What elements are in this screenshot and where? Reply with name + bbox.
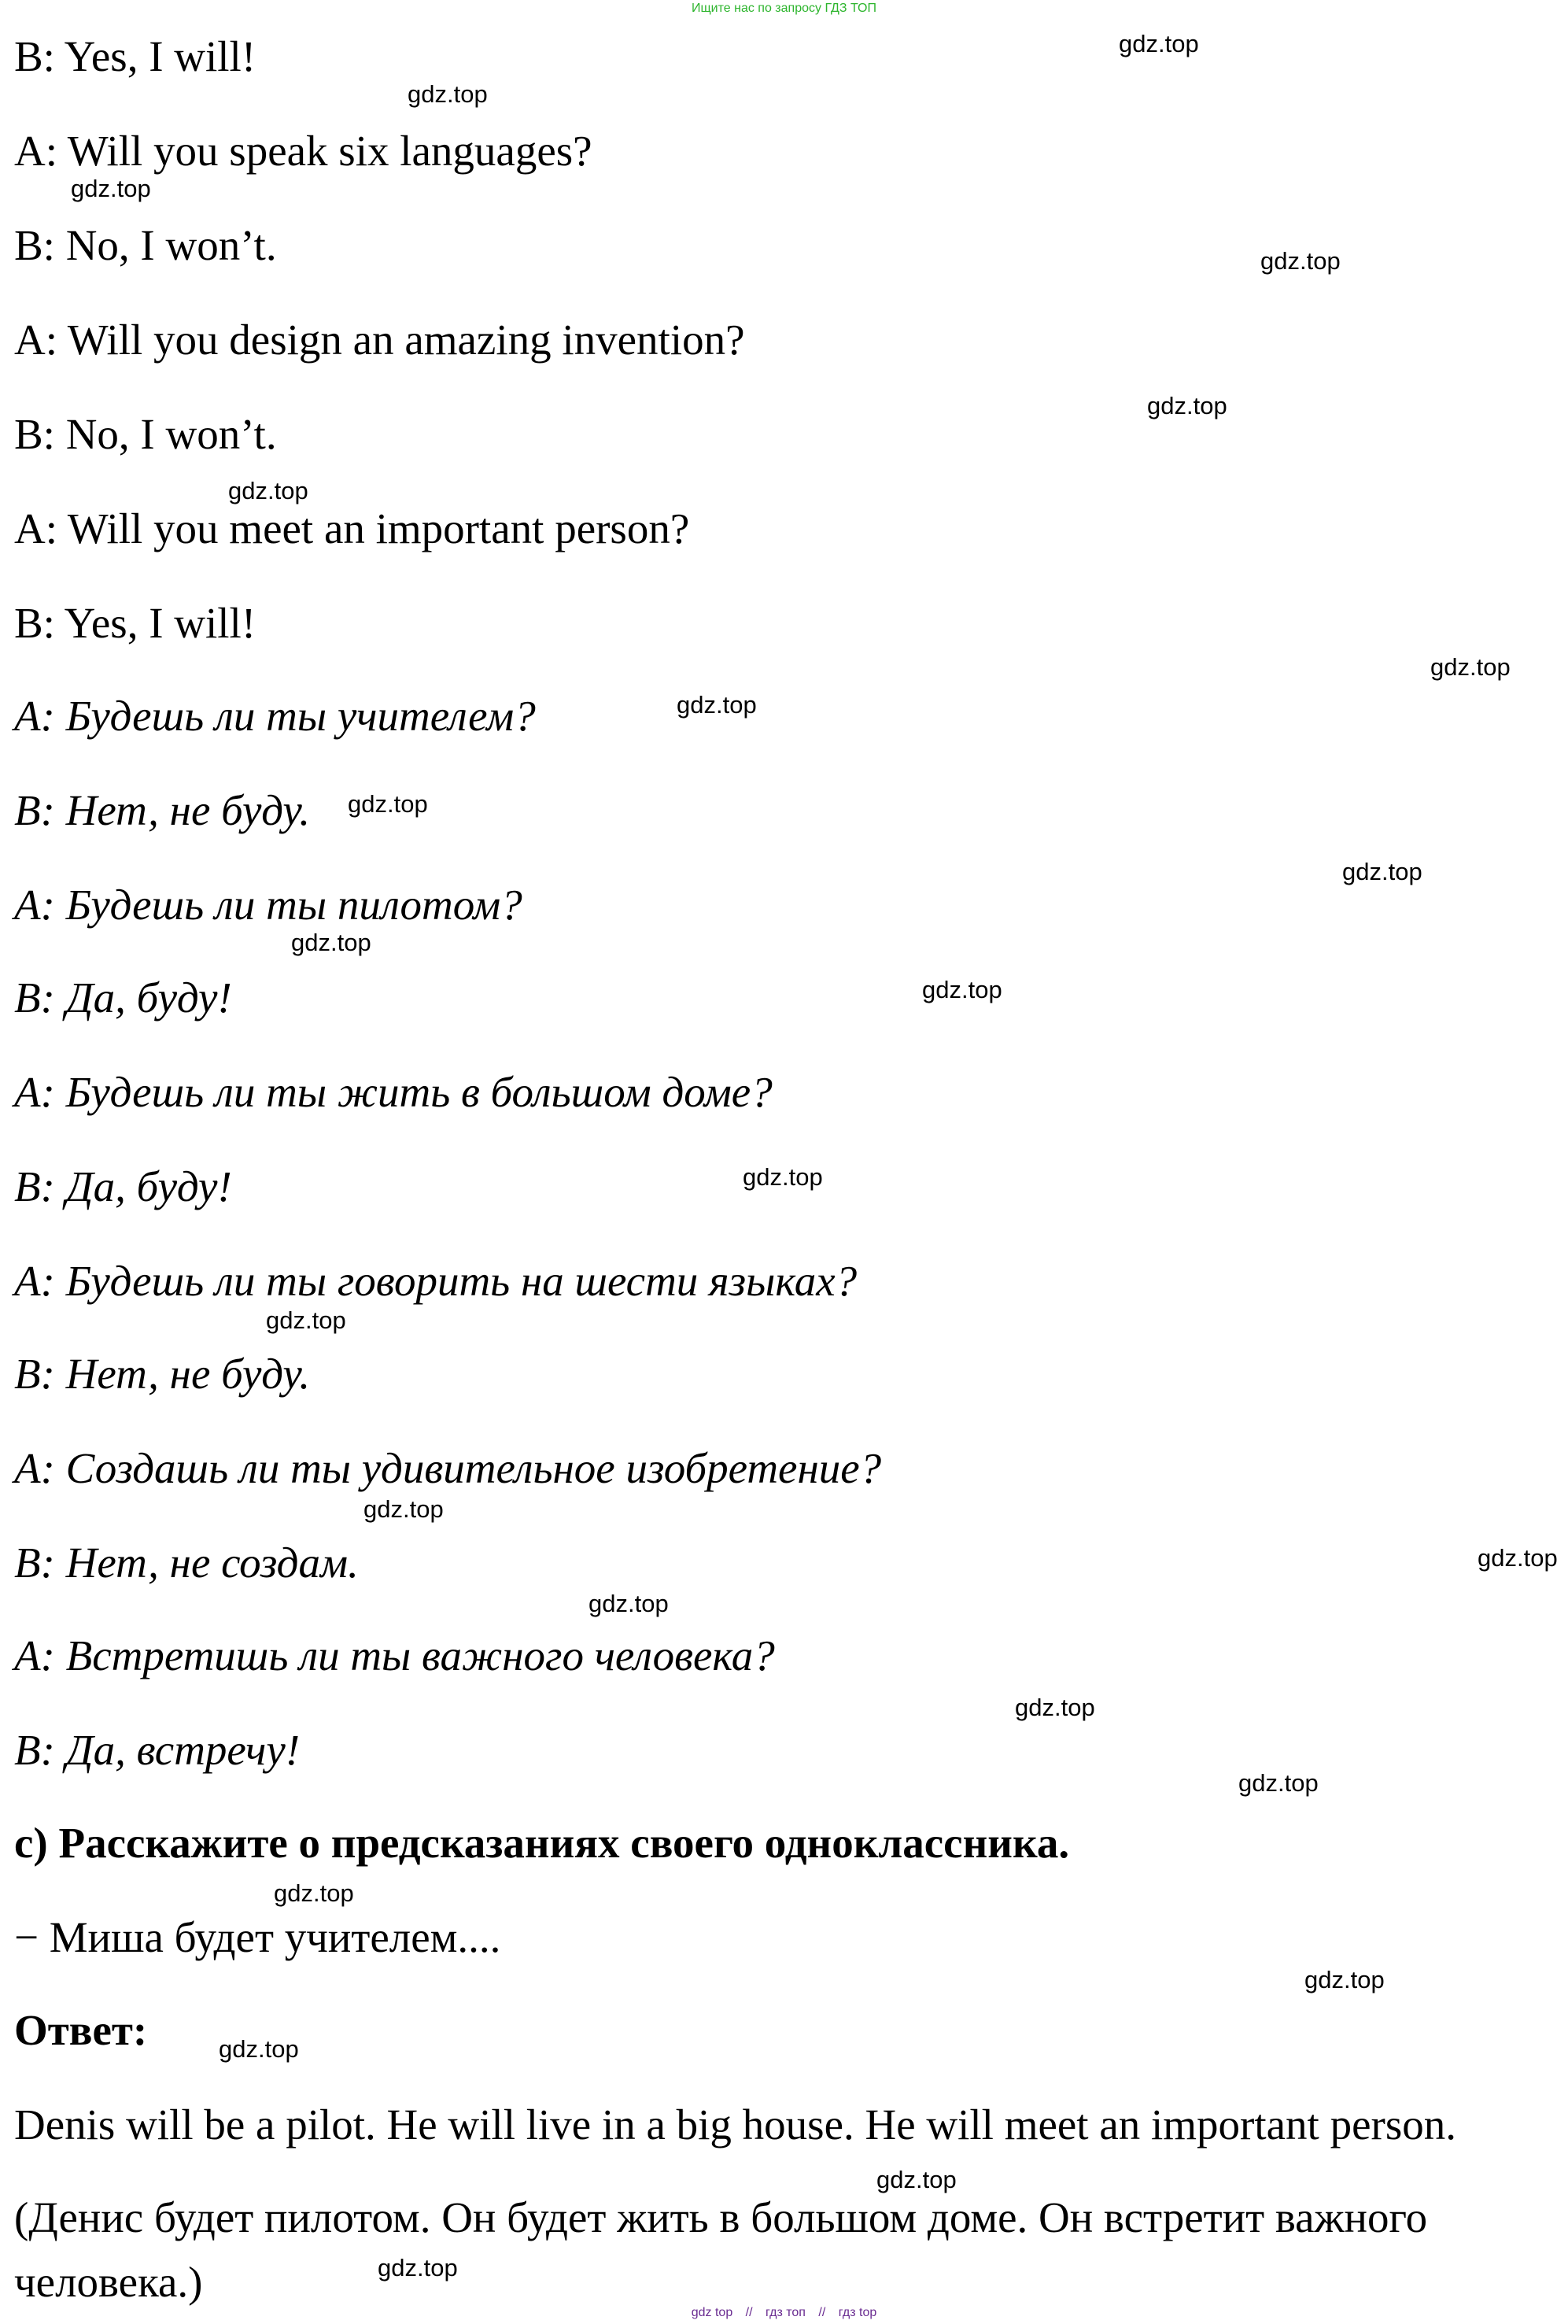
watermark: gdz.top <box>1260 247 1341 275</box>
dialogue-line-ru: A: Будешь ли ты жить в большом доме? <box>14 1068 773 1116</box>
watermark: gdz.top <box>588 1590 669 1617</box>
watermark: gdz.top <box>876 2166 957 2193</box>
watermark: gdz.top <box>1147 392 1227 419</box>
footer <box>0 2306 1568 2320</box>
answer-russian: (Денис будет пилотом. Он будет жить в большом доме. Он встретит важного <box>14 2193 1428 2241</box>
watermark: gdz.top <box>1342 858 1422 885</box>
dialogue-line-ru: B: Нет, не буду. <box>14 786 311 834</box>
dialogue-line-ru: B: Да, буду! <box>14 974 232 1022</box>
dialogue-line-ru: B: Нет, не буду. <box>14 1350 311 1398</box>
watermark: gdz.top <box>408 80 488 108</box>
dialogue-line-ru: A: Создашь ли ты удивительное изобретение? <box>14 1444 882 1492</box>
answer-english: Denis will be a pilot. He will live in a big house. He will meet an important person. <box>14 2100 1456 2148</box>
watermark: gdz.top <box>228 477 308 504</box>
footer-link[interactable]: гдз топ <box>766 2306 806 2319</box>
watermark: gdz.top <box>291 929 371 956</box>
footer-separator: // <box>818 2306 826 2319</box>
footer-separator: // <box>745 2306 753 2319</box>
dialogue-line-ru: B: Да, буду! <box>14 1162 232 1210</box>
top-banner: Ищите нас по запросу ГДЗ ТОП <box>692 2 876 15</box>
dialogue-line-ru: A: Будешь ли ты пилотом? <box>14 881 522 929</box>
watermark: gdz.top <box>348 790 428 818</box>
watermark: gdz.top <box>1119 30 1199 57</box>
dialogue-line-ru: B: Да, встречу! <box>14 1726 301 1774</box>
task-example: − Миша будет учителем.... <box>14 1913 501 1961</box>
dialogue-line-en: B: No, I won’t. <box>14 221 277 269</box>
watermark: gdz.top <box>1430 653 1511 681</box>
dialogue-line-ru: A: Будешь ли ты учителем? <box>14 692 536 740</box>
watermark: gdz.top <box>1478 1544 1558 1572</box>
watermark: gdz.top <box>378 2254 458 2282</box>
answer-russian-continued: человека.) <box>14 2258 203 2306</box>
watermark: gdz.top <box>1304 1966 1385 1993</box>
answer-label: Ответ: <box>14 2006 148 2054</box>
watermark: gdz.top <box>677 691 757 719</box>
footer-link[interactable]: gdz top <box>691 2306 733 2319</box>
dialogue-line-ru: A: Встретишь ли ты важного человека? <box>14 1631 775 1679</box>
watermark: gdz.top <box>274 1879 354 1907</box>
task-heading: c) Расскажите о предсказаниях своего одноклассника. <box>14 1819 1070 1867</box>
watermark: gdz.top <box>266 1306 346 1334</box>
dialogue-line-en: A: Will you design an amazing invention? <box>14 316 745 364</box>
dialogue-line-en: A: Will you speak six languages? <box>14 127 592 175</box>
dialogue-line-en: B: Yes, I will! <box>14 32 256 80</box>
dialogue-line-ru: A: Будешь ли ты говорить на шести языках? <box>14 1257 858 1305</box>
dialogue-line-ru: B: Нет, не создам. <box>14 1539 359 1587</box>
watermark: gdz.top <box>219 2035 299 2063</box>
watermark: gdz.top <box>922 976 1002 1003</box>
dialogue-line-en: A: Will you meet an important person? <box>14 504 690 552</box>
watermark: gdz.top <box>743 1163 823 1191</box>
dialogue-line-en: B: No, I won’t. <box>14 410 277 458</box>
watermark: gdz.top <box>1238 1769 1319 1797</box>
watermark: gdz.top <box>363 1495 444 1523</box>
dialogue-line-en: B: Yes, I will! <box>14 599 256 647</box>
footer-link[interactable]: гдз top <box>838 2306 877 2319</box>
watermark: gdz.top <box>71 175 151 202</box>
watermark: gdz.top <box>1015 1694 1095 1721</box>
